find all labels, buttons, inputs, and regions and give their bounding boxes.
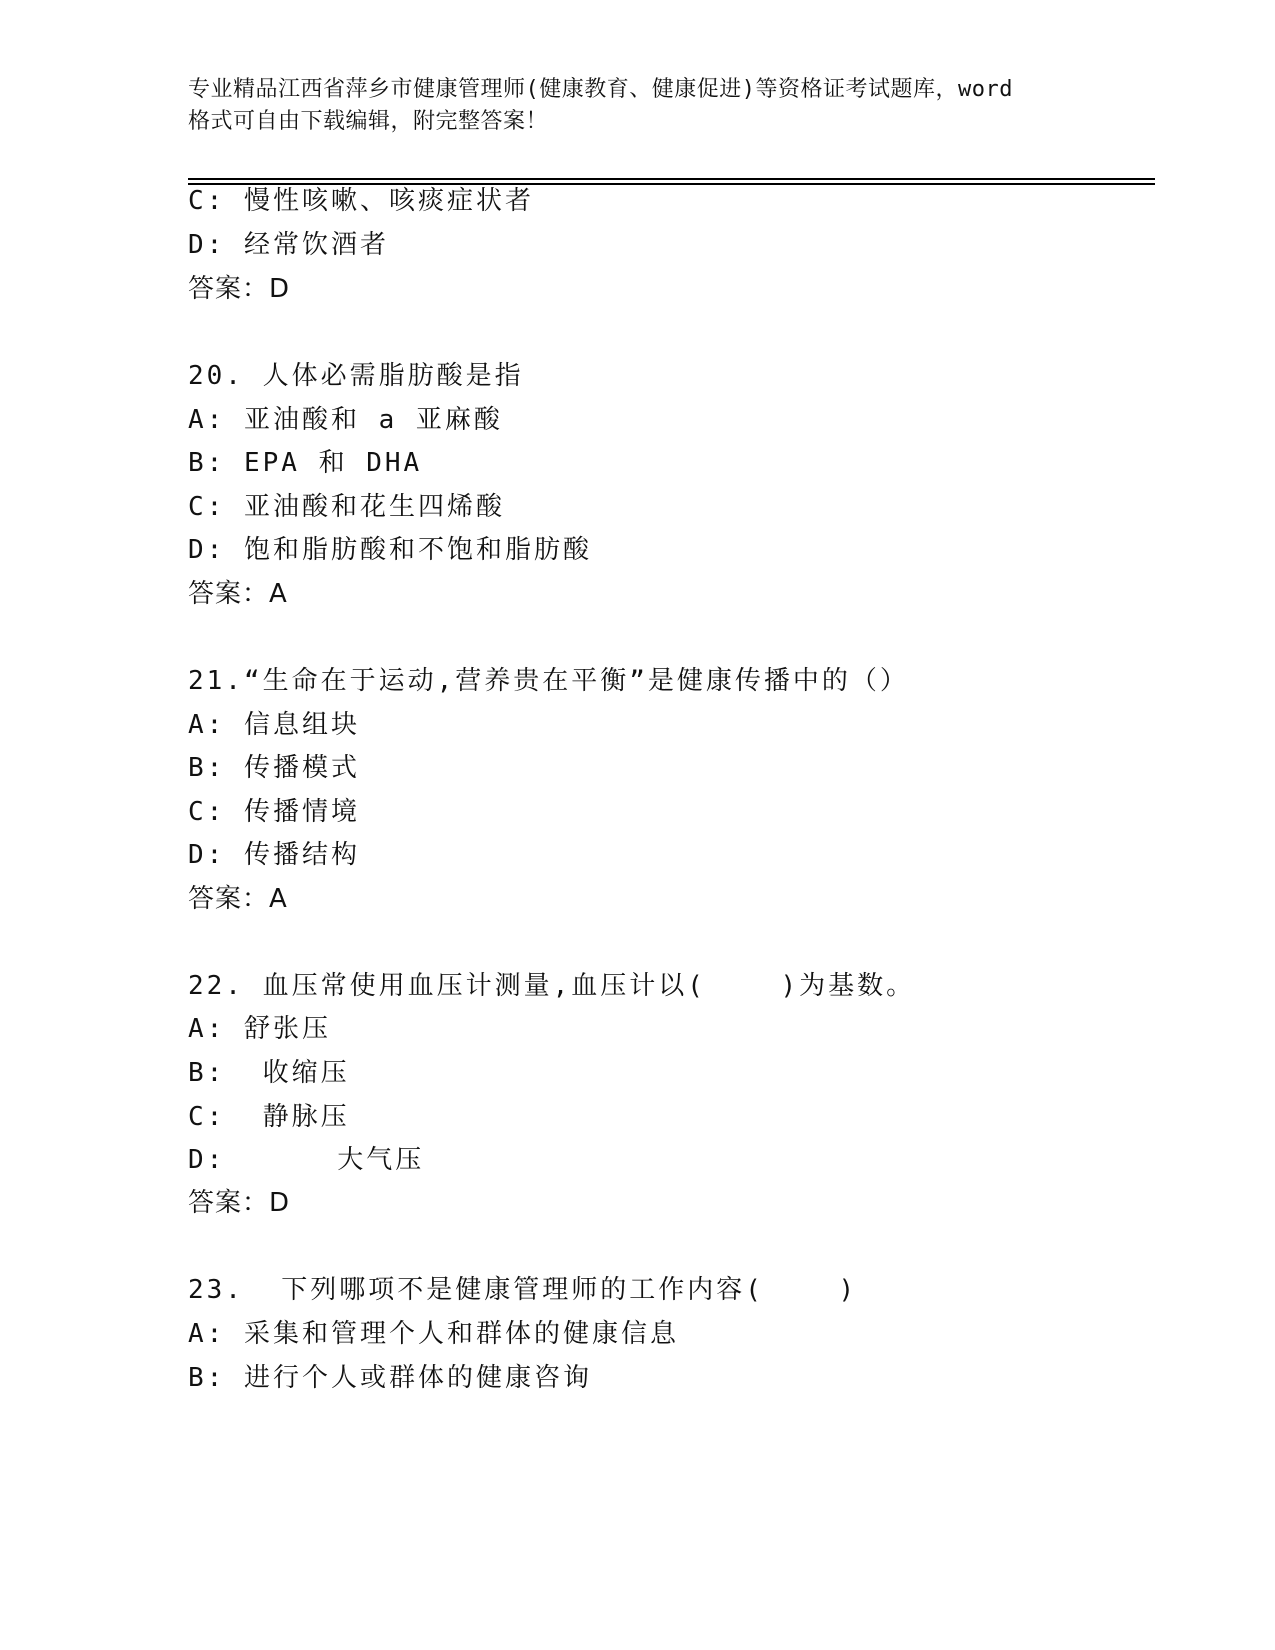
option-19-d: D: 经常饮酒者 bbox=[188, 230, 389, 260]
answer-21: 答案：A bbox=[188, 884, 288, 914]
header-line-1: 专业精品江西省萍乡市健康管理师(健康教育、健康促进)等资格证考试题库，word bbox=[188, 77, 1013, 102]
option-20-b: B: EPA 和 DHA bbox=[188, 448, 423, 478]
option-22-a: A: 舒张压 bbox=[188, 1014, 331, 1044]
option-21-c: C: 传播情境 bbox=[188, 797, 360, 827]
option-21-d: D: 传播结构 bbox=[188, 840, 360, 870]
option-20-c: C: 亚油酸和花生四烯酸 bbox=[188, 492, 505, 522]
answer-22: 答案：D bbox=[188, 1188, 291, 1218]
answer-19: 答案：D bbox=[188, 274, 291, 304]
header-line-2: 格式可自由下载编辑，附完整答案！ bbox=[188, 109, 549, 134]
answer-20: 答案：A bbox=[188, 579, 288, 609]
option-20-a: A: 亚油酸和 a 亚麻酸 bbox=[188, 405, 503, 435]
header-rule-top bbox=[188, 178, 1155, 180]
question-20-stem: 20. 人体必需脂肪酸是指 bbox=[188, 361, 524, 391]
question-23-stem: 23. 下列哪项不是健康管理师的工作内容( ) bbox=[188, 1275, 858, 1305]
document-header bbox=[188, 74, 1088, 138]
option-22-b: B: 收缩压 bbox=[188, 1058, 350, 1088]
option-21-a: A: 信息组块 bbox=[188, 710, 360, 740]
option-21-b: B: 传播模式 bbox=[188, 753, 360, 783]
question-22-stem: 22. 血压常使用血压计测量,血压计以( )为基数。 bbox=[188, 971, 916, 1001]
option-23-b: B: 进行个人或群体的健康咨询 bbox=[188, 1363, 592, 1393]
option-22-d: D: 大气压 bbox=[188, 1145, 425, 1175]
option-22-c: C: 静脉压 bbox=[188, 1102, 350, 1132]
option-23-a: A: 采集和管理个人和群体的健康信息 bbox=[188, 1319, 679, 1349]
option-19-c: C: 慢性咳嗽、咳痰症状者 bbox=[188, 186, 534, 216]
option-20-d: D: 饱和脂肪酸和不饱和脂肪酸 bbox=[188, 535, 592, 565]
question-21-stem: 21.“生命在于运动,营养贵在平衡”是健康传播中的（） bbox=[188, 666, 909, 696]
